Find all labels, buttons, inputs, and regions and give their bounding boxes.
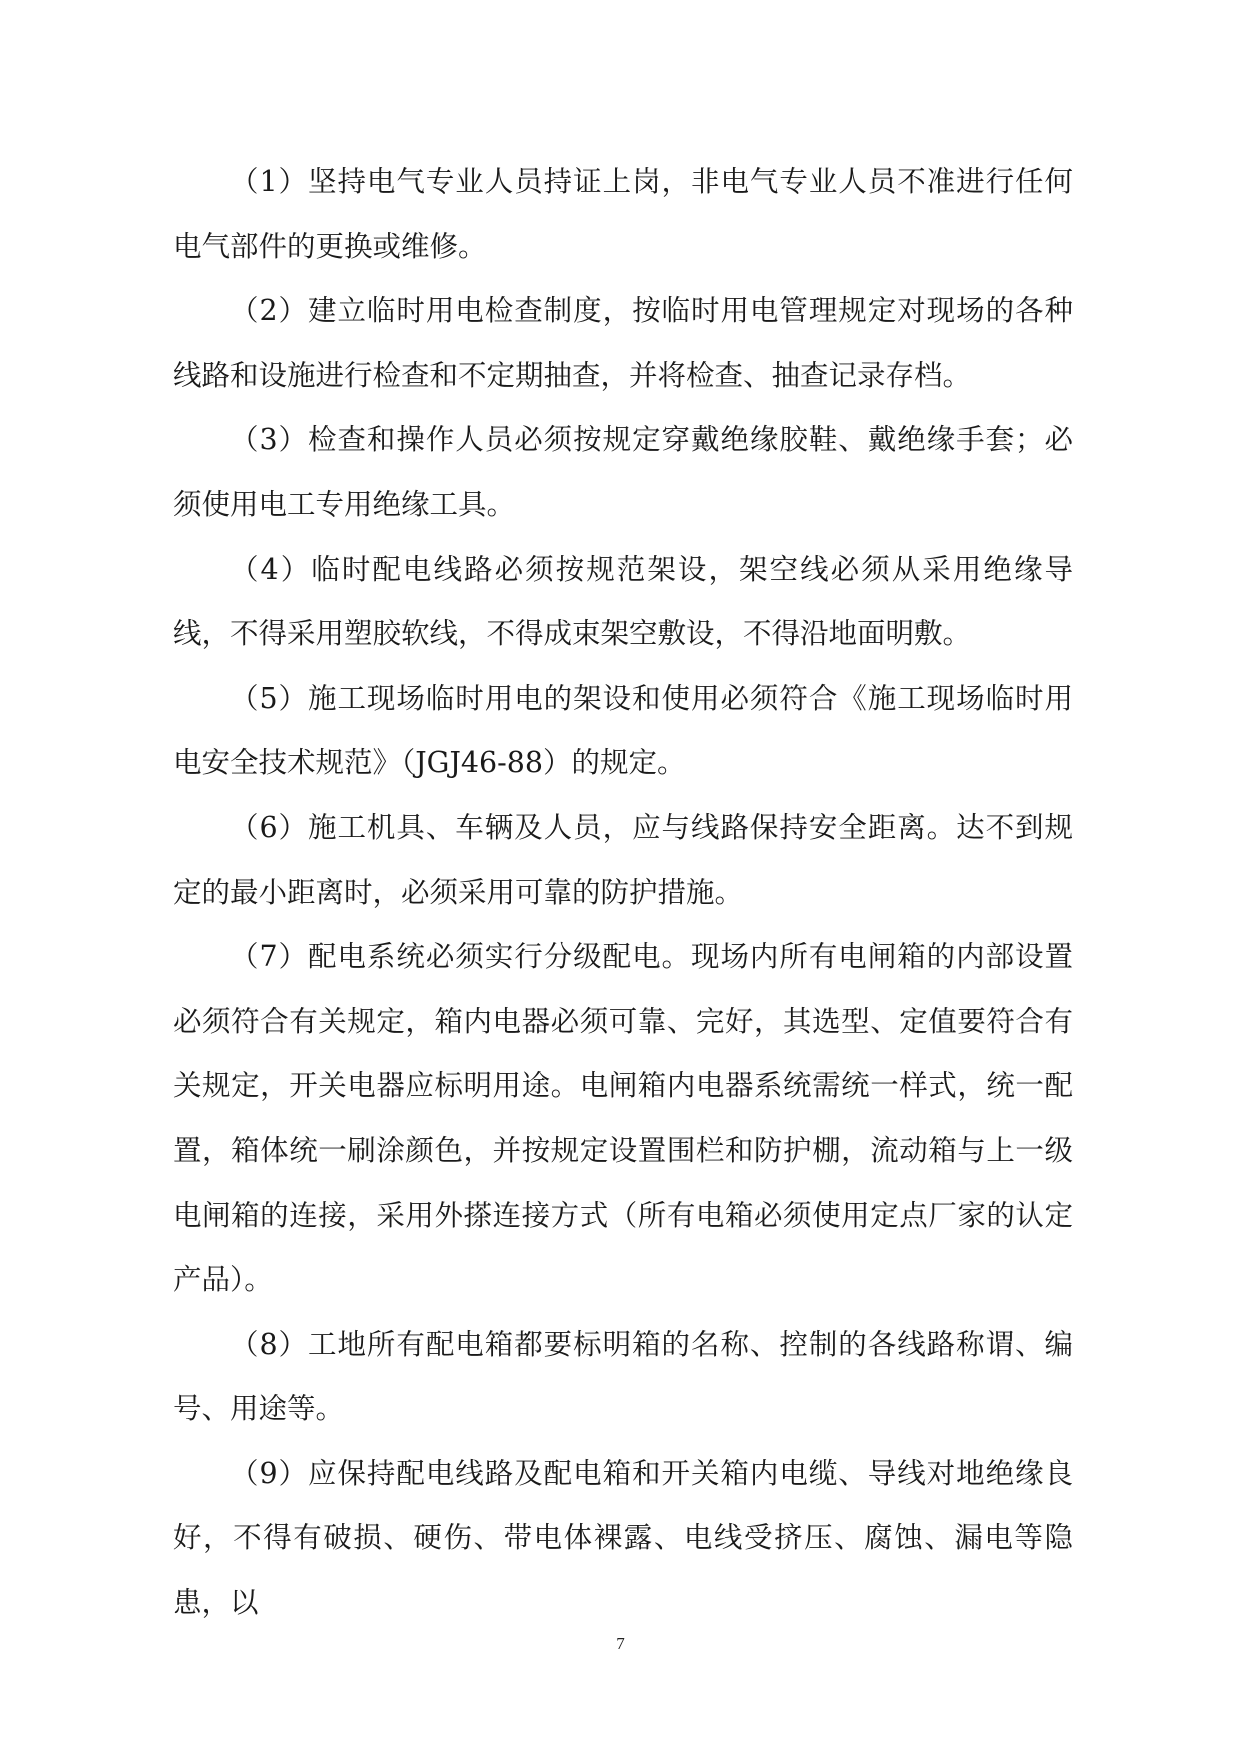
paragraph-2: （2）建立临时用电检查制度，按临时用电管理规定对现场的各种线路和设施进行检查和不定期抽查，并将检查、抽查记录存档。 — [173, 294, 1073, 392]
paragraph-1: （1）坚持电气专业人员持证上岗，非电气专业人员不准进行任何电气部件的更换或维修。 — [173, 165, 1073, 263]
paragraph-5: （5）施工现场临时用电的架设和使用必须符合《施工现场临时用电安全技术规范》（JGJ46-88）的规定。 — [173, 681, 1073, 780]
paragraph-6: （6）施工机具、车辆及人员，应与线路保持安全距离。达不到规定的最小距离时，必须采用可靠的防护措施。 — [173, 810, 1073, 909]
paragraph-7: （7）配电系统必须实行分级配电。现场内所有电闸箱的内部设置必须符合有关规定，箱内电器必须可靠、完好，其选型、定值要符合有关规定，开关电器应标明用途。电闸箱内电器系统需统一样式，统一配置，箱体统一刷涂颜色，并按规定设置围栏和防护棚，流动箱与上一级电闸箱的连接，采用外搽连接方式（所有电箱必须使用定点厂家的认定产品）。 — [173, 940, 1073, 1297]
paragraph-8: （8）工地所有配电箱都要标明箱的名称、控制的各线路称谓、编号、用途等。 — [173, 1327, 1073, 1426]
paragraph-4: （4）临时配电线路必须按规范架设，架空线必须从采用绝缘导线，不得采用塑胶软线，不得成束架空敷设，不得沿地面明敷。 — [173, 552, 1073, 651]
document-body — [173, 150, 1073, 1636]
paragraph-3: （3）检查和操作人员必须按规定穿戴绝缘胶鞋、戴绝缘手套；必须使用电工专用绝缘工具。 — [173, 423, 1073, 521]
paragraph-9: （9）应保持配电线路及配电箱和开关箱内电缆、导线对地绝缘良好，不得有破损、硬伤、带电体裸露、电线受挤压、腐蚀、漏电等隐患，以 — [173, 1456, 1073, 1620]
page-number: 7 — [616, 1634, 625, 1653]
